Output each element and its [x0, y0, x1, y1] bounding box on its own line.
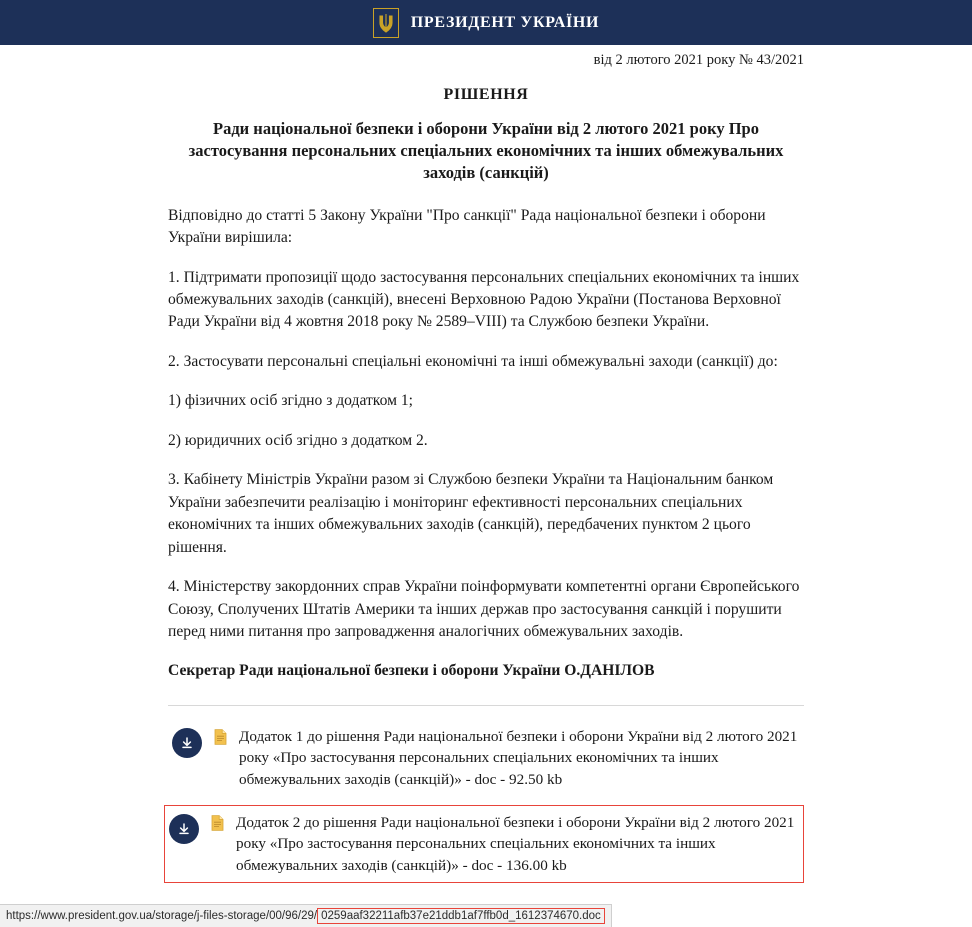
- status-bar-link-preview: [0, 904, 612, 927]
- attachment-label[interactable]: Додаток 1 до рішення Ради національної безпеки і оборони України від 2 лютого 2021 року «Про застосування персональних спеціальних економічних та інших обмежувальних заходів (санкцій)» - doc - 92.50 kb: [239, 727, 798, 789]
- page-title: Ради національної безпеки і оборони України від 2 лютого 2021 року Про застосування персональних спеціальних економічних та інших обмежувальних заходів (санкцій): [188, 118, 784, 183]
- paragraph-4: 1) фізичних осіб згідно з додатком 1;: [168, 392, 413, 410]
- paragraph-3: 2. Застосувати персональні спеціальні економічні та інші обмежувальні заходи (санкції) до:: [168, 352, 778, 370]
- divider: [168, 705, 804, 706]
- document-meta: від 2 лютого 2021 року № 43/2021: [593, 52, 804, 68]
- paragraph-6: 3. Кабінету Міністрів України разом зі Службою безпеки України та Національним банком України забезпечити реалізацію і моніторинг ефективності персональних спеціальних економічних та інших обмежувальних заходів (санкцій), передбачених пунктом 2 цього рішення.: [168, 471, 774, 556]
- attachment-label[interactable]: Додаток 2 до рішення Ради національної безпеки і оборони України від 2 лютого 2021 року «Про застосування персональних спеціальних економічних та інших обмежувальних заходів (санкцій)» - doc - 136.00 kb: [236, 813, 795, 874]
- brand-title: ПРЕЗИДЕНТ УКРАЇНИ: [410, 13, 600, 31]
- doc-file-icon: [211, 815, 224, 836]
- status-bar-url-highlight: 0259aaf32211afb37e21ddb1af7ffb0d_1612374670.doc: [317, 908, 605, 924]
- paragraph-2: 1. Підтримати пропозиції щодо застосування персональних спеціальних економічних та інших обмежувальних заходів (санкцій), внесені Верховною Радою України (Постанова Верховної Ради України від 4 жовтня 2018 року № 2589–VIII) та Службою безпеки України.: [168, 268, 800, 331]
- document-body: [168, 45, 804, 883]
- document-wrapper: [0, 45, 972, 883]
- ukraine-trident-emblem-icon: [373, 8, 399, 38]
- brand[interactable]: [373, 8, 599, 38]
- download-circle-icon[interactable]: [172, 728, 202, 758]
- attachments-list: [168, 720, 804, 883]
- paragraph-5: 2) юридичних осіб згідно з додатком 2.: [168, 431, 428, 449]
- status-bar-url-prefix: https://www.president.gov.ua/storage/j-files-storage/00/96/29/: [6, 910, 318, 922]
- document-signature: Секретар Ради національної безпеки і оборони України О.ДАНІЛОВ: [168, 662, 655, 680]
- download-circle-icon[interactable]: [169, 814, 199, 844]
- attachment-row[interactable]: [168, 720, 804, 797]
- paragraph-7: 4. Міністерству закордонних справ України поінформувати компетентні органи Європейського Союзу, Сполучених Штатів Америки та інших держав про застосування санкцій і порушити перед ними питання про запровадження аналогічних обмежувальних заходів.: [168, 578, 800, 640]
- doc-file-icon: [214, 729, 227, 750]
- paragraph-1: Відповідно до статті 5 Закону України "Про санкції" Рада національної безпеки і оборони України вирішила:: [168, 206, 766, 247]
- attachment-row[interactable]: [164, 805, 804, 884]
- site-header: [0, 0, 972, 45]
- document-kicker: РІШЕННЯ: [443, 85, 529, 103]
